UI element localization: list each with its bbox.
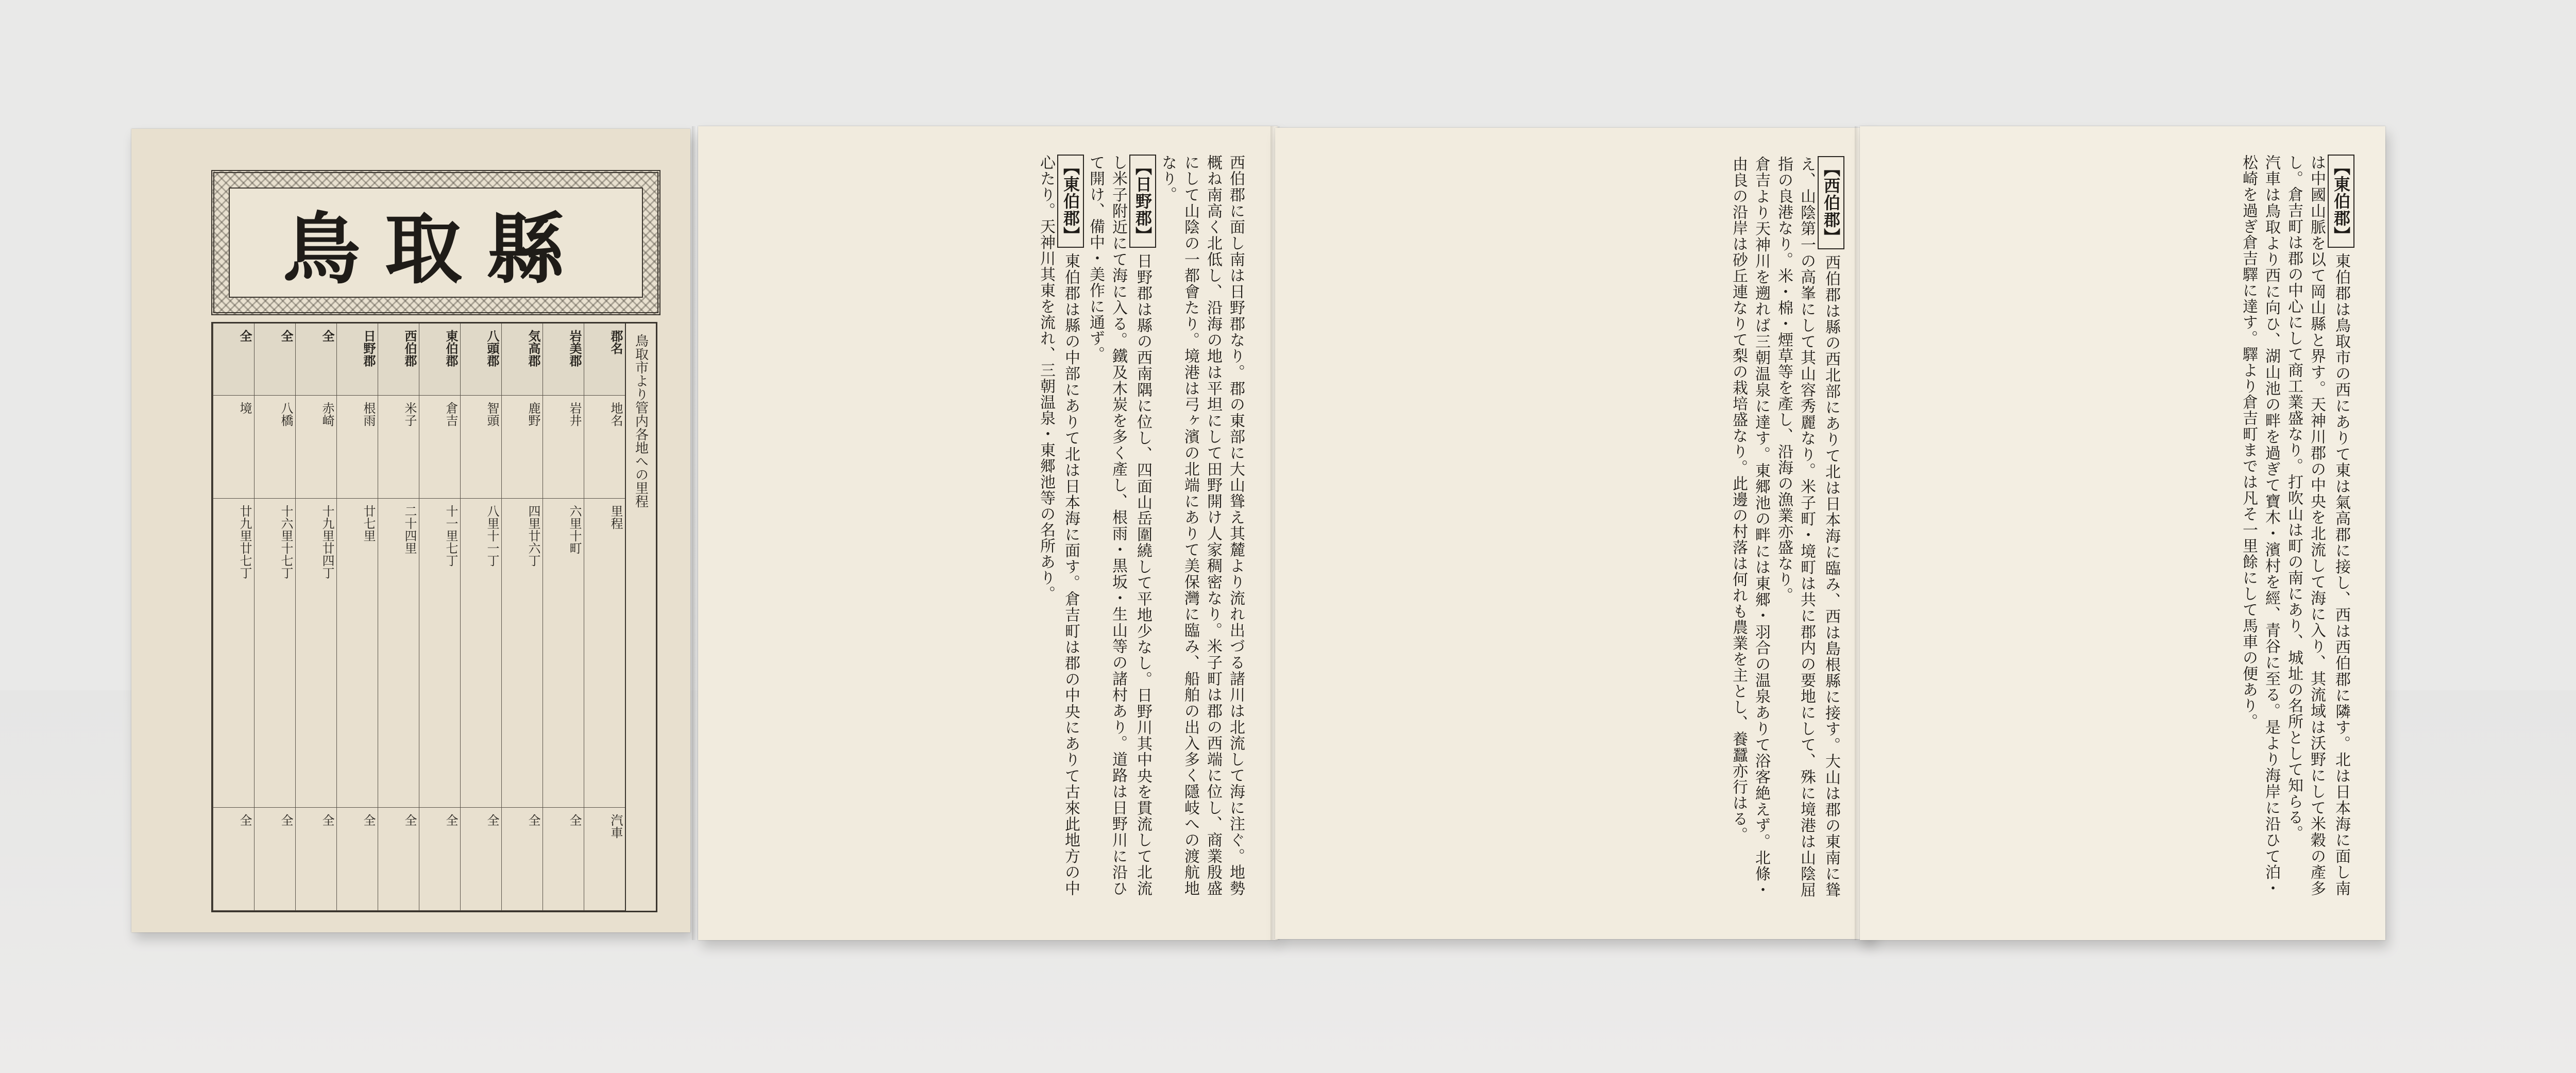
table-column-header: 東伯郡 bbox=[419, 323, 460, 396]
table-column-header: 八頭郡 bbox=[461, 323, 501, 396]
distance-table bbox=[211, 322, 657, 912]
document-sheet-page-3 bbox=[1860, 126, 2385, 940]
section-heading: 【東伯郡】 bbox=[2328, 155, 2354, 248]
table-cell: 鹿野 bbox=[502, 396, 543, 499]
table-cell: 廿九里廿七丁 bbox=[213, 499, 254, 808]
table-column-header: 全 bbox=[255, 323, 295, 396]
table-cell: 米子 bbox=[378, 396, 419, 499]
table-column bbox=[460, 323, 501, 911]
table-column-header: 岩美郡 bbox=[543, 323, 584, 396]
table-cell: 八橋 bbox=[255, 396, 295, 499]
section-text: 東伯郡は縣の中部にありて北は日本海に面す。倉吉町は郡の中央にありて古來此地方の中心たり。天神川其東を流れ、三朝温泉・東郷池等の名所あり。 bbox=[1037, 155, 1080, 896]
table-cell: 倉吉 bbox=[419, 396, 460, 499]
section-text: 汽車は鳥取より西に向ひ、湖山池の畔を過ぎて寶木・濱村を經、青谷に至る。是より海岸に沿ひて泊・松崎を過ぎ倉吉驛に達す。驛より倉吉町までは凡そ一里餘にして馬車の便あり。 bbox=[2240, 155, 2280, 896]
document-title: 鳥取縣 bbox=[282, 204, 589, 295]
table-cell: 全 bbox=[213, 808, 254, 911]
table-cell: 根雨 bbox=[337, 396, 378, 499]
table-column bbox=[501, 323, 543, 911]
page-body-text bbox=[726, 155, 1247, 896]
table-cell: 全 bbox=[461, 808, 501, 911]
table-cell: 境 bbox=[213, 396, 254, 499]
distance-table-body bbox=[213, 323, 625, 911]
table-cell: 全 bbox=[255, 808, 295, 911]
table-cell: 六里十町 bbox=[543, 499, 584, 808]
table-cell: 十九里廿四丁 bbox=[296, 499, 336, 808]
table-cell: 全 bbox=[296, 808, 336, 911]
section-text: 倉吉より天神川を遡れば三朝温泉に達す。東郷池の畔には東郷・羽合の温泉ありて浴客絶えず。北條・由良の沿岸は砂丘連なりて梨の栽培盛なり。此邊の村落は何れも農業を主とし、養蠶亦行はる。 bbox=[1730, 156, 1770, 898]
title-plate bbox=[229, 188, 643, 298]
table-cell: 八里十一丁 bbox=[461, 499, 501, 808]
table-column bbox=[419, 323, 460, 911]
table-column-header: 気高郡 bbox=[502, 323, 543, 396]
table-cell: 岩井 bbox=[543, 396, 584, 499]
table-column bbox=[295, 323, 336, 911]
table-column-header: 全 bbox=[213, 323, 254, 396]
table-cell: 全 bbox=[502, 808, 543, 911]
table-column bbox=[213, 323, 254, 911]
document-sheet-page-2 bbox=[1275, 128, 1873, 939]
table-cell: 全 bbox=[378, 808, 419, 911]
table-cell: 全 bbox=[337, 808, 378, 911]
table-column-header: 郡名 bbox=[584, 323, 625, 396]
table-cell: 里程 bbox=[584, 499, 625, 808]
table-cell: 四里廿六丁 bbox=[502, 499, 543, 808]
section-text: 東伯郡は鳥取市の西にありて東は氣高郡に接し、西は西伯郡に隣す。北は日本海に面し南は中國山脈を以て岡山縣と界す。天神川郡の中央を北流して海に入り、其流域は沃野にして米穀の產多し。倉吉町は郡の中心にして商工業盛なり。打吹山は町の南にあり、城址の名所として知らる。 bbox=[2285, 155, 2350, 896]
table-cell: 二十四里 bbox=[378, 499, 419, 808]
table-column bbox=[378, 323, 419, 911]
table-cell: 十六里十七丁 bbox=[255, 499, 295, 808]
section-heading: 【西伯郡】 bbox=[1818, 156, 1844, 249]
table-cell: 十一里七丁 bbox=[419, 499, 460, 808]
table-column bbox=[336, 323, 378, 911]
table-column bbox=[254, 323, 295, 911]
table-cell: 地名 bbox=[584, 396, 625, 499]
table-column bbox=[584, 323, 625, 911]
table-column-header: 全 bbox=[296, 323, 336, 396]
table-cell: 智頭 bbox=[461, 396, 501, 499]
section-heading: 【日野郡】 bbox=[1129, 155, 1156, 248]
table-column-header: 日野郡 bbox=[337, 323, 378, 396]
page-body-text bbox=[1303, 156, 1844, 898]
table-column bbox=[543, 323, 584, 911]
page-body-text bbox=[1891, 155, 2354, 896]
table-cell: 廿七里 bbox=[337, 499, 378, 808]
table-cell: 汽車 bbox=[584, 808, 625, 911]
table-cell: 全 bbox=[543, 808, 584, 911]
document-sheet-title bbox=[131, 129, 690, 932]
table-column-header: 西伯郡 bbox=[378, 323, 419, 396]
section-text: 日野郡は縣の西南隅に位し、四面山岳圍繞して平地少なし。日野川其中央を貫流して北流し米子附近にて海に入る。鐵及木炭を多く產し、根雨・黒坂・生山等の諸村あり。道路は日野川に沿ひて開け、備中・美作に通ず。 bbox=[1087, 155, 1152, 896]
table-cell: 全 bbox=[419, 808, 460, 911]
title-frame bbox=[211, 170, 660, 315]
table-cell: 赤崎 bbox=[296, 396, 336, 499]
section-text: 西伯郡に面し南は日野郡なり。郡の東部に大山聳え其麓より流れ出づる諸川は北流して海に注ぐ。地勢概ね南高く北低し、沿海の地は平坦にして田野開け人家稠密なり。米子町は郡の西端に位し、商業殷盛にして山陰の一都會たり。境港は弓ヶ濱の北端にありて美保灣に臨み、船舶の出入多く隱岐への渡航地なり。 bbox=[1159, 155, 1245, 896]
document-sheet-page-1 bbox=[698, 126, 1278, 940]
section-text: 西伯郡は縣の西北部にありて北は日本海に臨み、西は島根縣に接す。大山は郡の東南に聳え、山陰第一の高峯にして其山容秀麗なり。米子町・境町は共に郡内の要地にして、殊に境港は山陰屈指の良港なり。米・棉・煙草等を產し、沿海の漁業亦盛なり。 bbox=[1775, 156, 1840, 898]
distance-table-caption: 鳥取市より管内各地への里程 bbox=[625, 323, 656, 911]
section-heading: 【東伯郡】 bbox=[1057, 155, 1084, 248]
